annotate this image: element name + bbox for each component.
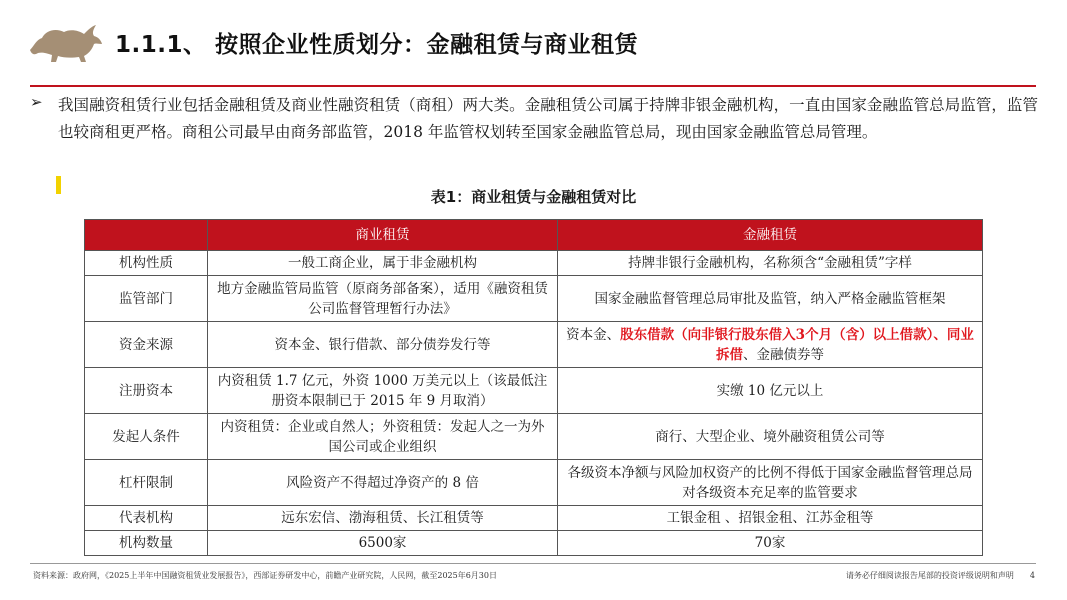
- page-title: 1.1.1、 按照企业性质划分：金融租赁与商业租赁: [115, 32, 638, 58]
- row-label: 杠杆限制: [85, 460, 208, 506]
- row-label: 机构性质: [85, 251, 208, 276]
- table-row: [85, 276, 983, 322]
- bull-logo-icon: [26, 20, 104, 64]
- financial-text-highlight: 股东借款（向非银行股东借入3个月（含）以上借款）、同业拆借: [620, 326, 974, 363]
- financial-cell: 国家金融监督管理总局审批及监管，纳入严格金融监管框架: [558, 276, 983, 322]
- footer-divider: [30, 563, 1036, 564]
- row-label: 注册资本: [85, 368, 208, 414]
- financial-cell: 商行、大型企业、境外融资租赁公司等: [558, 414, 983, 460]
- financial-cell: 持牌非银行金融机构，名称须含“金融租赁”字样: [558, 251, 983, 276]
- commercial-cell: 资本金、银行借款、部分债券发行等: [208, 322, 558, 368]
- intro-text: 我国融资租赁行业包括金融租赁及商业性融资租赁（商租）两大类。金融租赁公司属于持牌非银金融机构，一直由国家金融监管总局监管，监管也较商租更严格。商租公司最早由商务部监管，2018 年监管权划转至国家金融监管总局，现由国家金融监管总局管理。: [58, 96, 1038, 141]
- financial-cell: 工银金租 、招银金租、江苏金租等: [558, 506, 983, 531]
- commercial-cell: 地方金融监管局监管（原商务部备案），适用《融资租赁公司监督管理暂行办法》: [208, 276, 558, 322]
- row-label: 代表机构: [85, 506, 208, 531]
- header-commercial-leasing: 商业租赁: [208, 220, 558, 251]
- title-divider: [30, 85, 1036, 87]
- financial-cell: 各级资本净额与风险加权资产的比例不得低于国家金融监督管理总局对各级资本充足率的监管要求: [558, 460, 983, 506]
- page-number: 4: [1029, 571, 1035, 580]
- row-label: 机构数量: [85, 531, 208, 556]
- comparison-table: [84, 219, 983, 556]
- row-label: 资金来源: [85, 322, 208, 368]
- table-row: [85, 531, 983, 556]
- financial-cell: 实缴 10 亿元以上: [558, 368, 983, 414]
- disclaimer-note: 请务必仔细阅读报告尾部的投资评级说明和声明: [845, 571, 1014, 580]
- table-row: [85, 414, 983, 460]
- commercial-cell: 一般工商企业，属于非金融机构: [208, 251, 558, 276]
- table-row: [85, 251, 983, 276]
- table-title: 表1：商业租赁与金融租赁对比: [430, 188, 637, 206]
- bullet-arrow-icon: ➢: [30, 93, 43, 111]
- row-label: 发起人条件: [85, 414, 208, 460]
- financial-text-plain: 资本金、: [566, 326, 621, 343]
- table-row: [85, 506, 983, 531]
- header-corner: [85, 220, 208, 251]
- row-label: 监管部门: [85, 276, 208, 322]
- table-row: [85, 322, 983, 368]
- financial-text-plain: 、金融债券等: [743, 346, 824, 363]
- source-note: 资料来源：政府网，《2025上半年中国融资租赁业发展报告》，西部证券研发中心，前瞻产业研究院，人民网，截至2025年6月30日: [33, 571, 497, 580]
- commercial-cell: 内资租赁：企业或自然人；外资租赁：发起人之一为外国公司或企业组织: [208, 414, 558, 460]
- commercial-cell: 远东宏信、渤海租赁、长江租赁等: [208, 506, 558, 531]
- footer-right: [846, 570, 1035, 581]
- financial-cell: 70家: [558, 531, 983, 556]
- table-row: [85, 460, 983, 506]
- commercial-cell: 风险资产不得超过净资产的 8 倍: [208, 460, 558, 506]
- header-financial-leasing: 金融租赁: [558, 220, 983, 251]
- table-header-row: [85, 220, 983, 251]
- table-row: [85, 368, 983, 414]
- commercial-cell: 内资租赁 1.7 亿元，外资 1000 万美元以上（该最低注册资本限制已于 2015 年 9 月取消）: [208, 368, 558, 414]
- financial-cell: [558, 322, 983, 368]
- commercial-cell: 6500家: [208, 531, 558, 556]
